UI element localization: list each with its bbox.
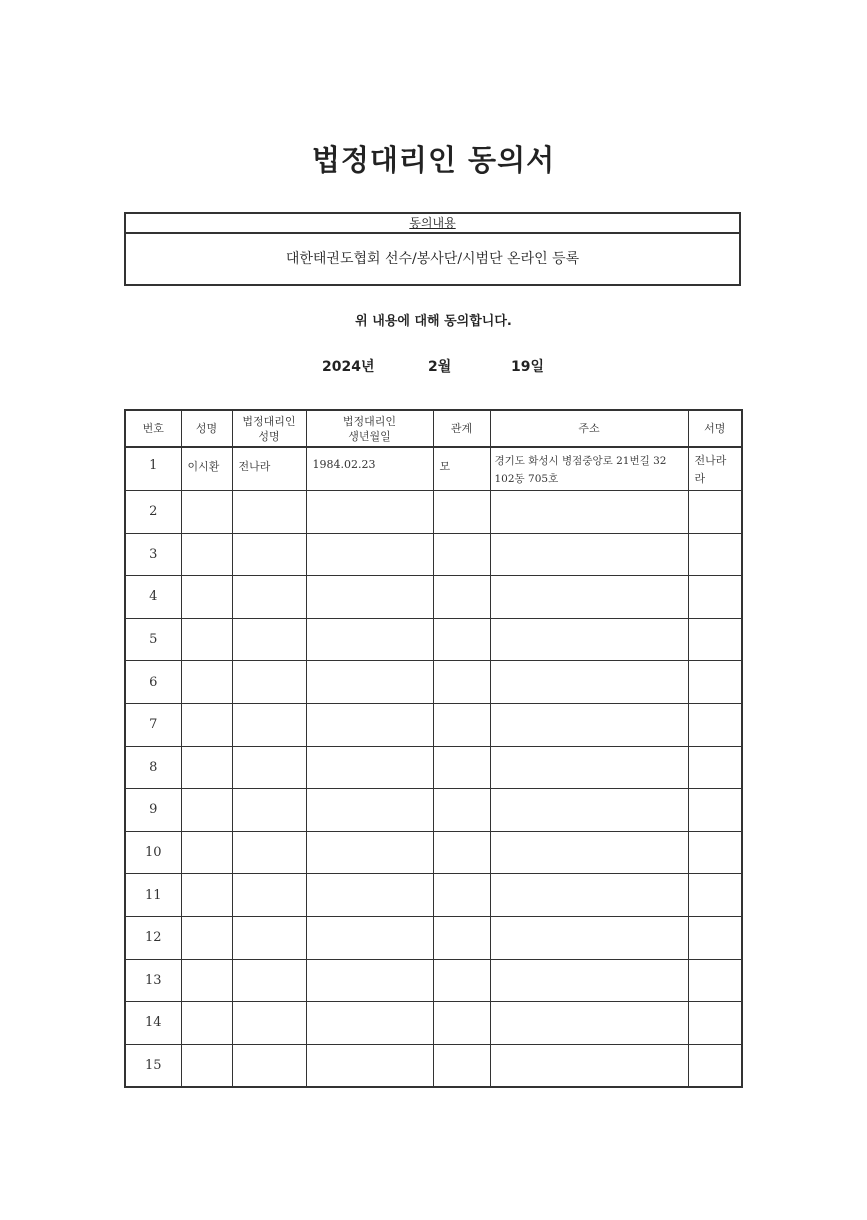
- cell-name: [181, 661, 232, 704]
- cell-name: [181, 703, 232, 746]
- cell-guardian-birth: [306, 831, 433, 874]
- cell-guardian-name: [232, 1044, 306, 1087]
- cell-guardian-name: [232, 789, 306, 832]
- cell-relation: 모: [433, 447, 490, 491]
- cell-relation: [433, 874, 490, 917]
- cell-guardian-birth: [306, 533, 433, 576]
- table-row: [125, 831, 742, 874]
- cell-guardian-name: [232, 661, 306, 704]
- cell-name: [181, 831, 232, 874]
- cell-address: 경기도 화성시 병점중앙로 21번길 32 102동 705호: [490, 447, 688, 491]
- cell-address: [490, 916, 688, 959]
- cell-relation: [433, 661, 490, 704]
- cell-name: [181, 959, 232, 1002]
- table-row: [125, 533, 742, 576]
- header-guardian-birth: [306, 410, 433, 447]
- header-guardian-name-line1: 법정대리인: [242, 414, 296, 428]
- header-name: 성명: [181, 410, 232, 447]
- header-address: 주소: [490, 410, 688, 447]
- cell-guardian-name: [232, 576, 306, 619]
- cell-signature: [688, 789, 742, 832]
- cell-relation: [433, 703, 490, 746]
- cell-signature: [688, 1002, 742, 1045]
- cell-name: [181, 789, 232, 832]
- consent-header: [126, 214, 739, 234]
- cell-relation: [433, 576, 490, 619]
- cell-no: 6: [125, 661, 181, 704]
- cell-guardian-birth: [306, 1044, 433, 1087]
- cell-address: [490, 576, 688, 619]
- date-month: 2월: [428, 359, 452, 375]
- cell-guardian-birth: [306, 661, 433, 704]
- table-body: [125, 447, 742, 1087]
- cell-relation: [433, 789, 490, 832]
- cell-no: 14: [125, 1002, 181, 1045]
- cell-no: 7: [125, 703, 181, 746]
- cell-no: 12: [125, 916, 181, 959]
- header-guardian-birth-line1: 법정대리인: [342, 414, 397, 428]
- cell-guardian-birth: [306, 618, 433, 661]
- cell-guardian-name: 전나라: [232, 447, 306, 491]
- cell-no: 5: [125, 618, 181, 661]
- cell-address: [490, 533, 688, 576]
- table-row: [125, 916, 742, 959]
- cell-no: 1: [125, 447, 181, 491]
- cell-guardian-birth: [306, 576, 433, 619]
- cell-guardian-name: [232, 1002, 306, 1045]
- cell-signature: [688, 959, 742, 1002]
- table-row: [125, 1044, 742, 1087]
- table-row: [125, 746, 742, 789]
- cell-no: 15: [125, 1044, 181, 1087]
- cell-guardian-name: [232, 959, 306, 1002]
- cell-guardian-name: [232, 491, 306, 534]
- cell-relation: [433, 533, 490, 576]
- cell-name: [181, 874, 232, 917]
- cell-name: [181, 1044, 232, 1087]
- agree-statement: 위 내용에 대해 동의합니다.: [355, 314, 512, 329]
- cell-guardian-birth: 1984.02.23: [306, 447, 433, 491]
- cell-guardian-birth: [306, 916, 433, 959]
- cell-signature: 전나라라: [688, 447, 742, 491]
- cell-guardian-name: [232, 916, 306, 959]
- table-row: [125, 703, 742, 746]
- cell-guardian-birth: [306, 703, 433, 746]
- cell-address: [490, 1044, 688, 1087]
- cell-signature: [688, 916, 742, 959]
- cell-address: [490, 959, 688, 1002]
- header-signature: 서명: [688, 410, 742, 447]
- cell-relation: [433, 831, 490, 874]
- cell-signature: [688, 831, 742, 874]
- cell-signature: [688, 661, 742, 704]
- cell-no: 3: [125, 533, 181, 576]
- cell-guardian-name: [232, 746, 306, 789]
- cell-guardian-name: [232, 703, 306, 746]
- cell-guardian-birth: [306, 1002, 433, 1045]
- date-day: 19일: [511, 359, 545, 375]
- table-row: [125, 576, 742, 619]
- guardian-table: [124, 409, 743, 1088]
- cell-no: 13: [125, 959, 181, 1002]
- cell-guardian-birth: [306, 491, 433, 534]
- cell-name: [181, 533, 232, 576]
- cell-address: [490, 746, 688, 789]
- cell-name: [181, 746, 232, 789]
- cell-signature: [688, 746, 742, 789]
- cell-guardian-name: [232, 831, 306, 874]
- cell-guardian-birth: [306, 874, 433, 917]
- cell-guardian-birth: [306, 789, 433, 832]
- table-row: [125, 789, 742, 832]
- consent-body: 대한태권도협회 선수/봉사단/시범단 온라인 등록: [285, 251, 580, 267]
- cell-signature: [688, 703, 742, 746]
- cell-address: [490, 1002, 688, 1045]
- cell-name: [181, 916, 232, 959]
- table-row: [125, 491, 742, 534]
- cell-signature: [688, 576, 742, 619]
- cell-guardian-birth: [306, 746, 433, 789]
- cell-signature: [688, 1044, 742, 1087]
- cell-guardian-birth: [306, 959, 433, 1002]
- cell-address: [490, 831, 688, 874]
- cell-name: [181, 576, 232, 619]
- cell-no: 2: [125, 491, 181, 534]
- cell-relation: [433, 1002, 490, 1045]
- cell-relation: [433, 916, 490, 959]
- cell-relation: [433, 746, 490, 789]
- header-guardian-birth-line2: 생년월일: [348, 429, 391, 443]
- date-year: 2024년: [322, 359, 375, 375]
- cell-relation: [433, 491, 490, 534]
- cell-no: 9: [125, 789, 181, 832]
- cell-signature: [688, 491, 742, 534]
- cell-signature: [688, 874, 742, 917]
- header-guardian-name: [232, 410, 306, 447]
- consent-box: [124, 212, 741, 286]
- table-row: [125, 618, 742, 661]
- cell-address: [490, 874, 688, 917]
- table-row: [125, 447, 742, 491]
- cell-signature: [688, 533, 742, 576]
- cell-no: 8: [125, 746, 181, 789]
- cell-relation: [433, 1044, 490, 1087]
- cell-guardian-name: [232, 618, 306, 661]
- document-title: 법정대리인 동의서: [311, 143, 556, 177]
- consent-header-label: 동의내용: [409, 216, 456, 230]
- cell-address: [490, 661, 688, 704]
- cell-address: [490, 618, 688, 661]
- header-no: 번호: [125, 410, 181, 447]
- cell-guardian-name: [232, 874, 306, 917]
- cell-address: [490, 491, 688, 534]
- cell-no: 4: [125, 576, 181, 619]
- cell-address: [490, 789, 688, 832]
- cell-relation: [433, 959, 490, 1002]
- cell-no: 10: [125, 831, 181, 874]
- cell-no: 11: [125, 874, 181, 917]
- cell-name: [181, 1002, 232, 1045]
- cell-name: [181, 491, 232, 534]
- table-row: [125, 661, 742, 704]
- table-row: [125, 1002, 742, 1045]
- table-header-row: [125, 410, 742, 447]
- cell-signature: [688, 618, 742, 661]
- cell-relation: [433, 618, 490, 661]
- cell-guardian-name: [232, 533, 306, 576]
- cell-name: [181, 618, 232, 661]
- cell-address: [490, 703, 688, 746]
- cell-name: 이시환: [181, 447, 232, 491]
- table-row: [125, 959, 742, 1002]
- table-row: [125, 874, 742, 917]
- header-relation: 관계: [433, 410, 490, 447]
- header-guardian-name-line2: 성명: [258, 429, 280, 443]
